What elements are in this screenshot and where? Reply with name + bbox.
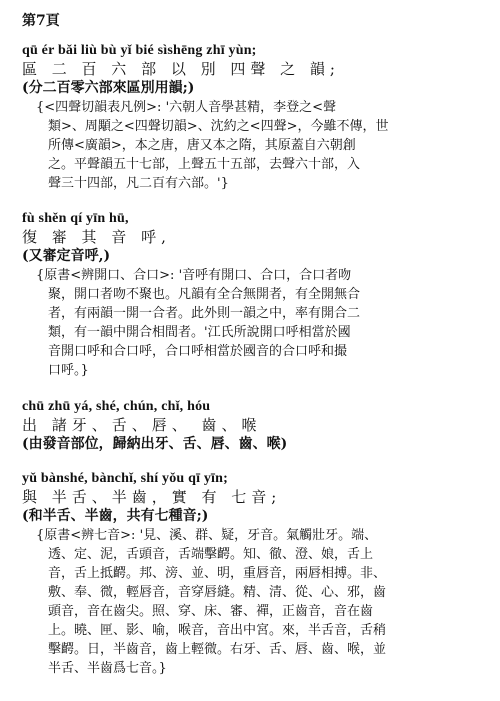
annotation-line: 所傳<廣韻>，本之唐，唐又本之隋，其原蓋自六朝創: [48, 138, 356, 153]
pinyin-line: fù shěn qí yīn hū,: [22, 211, 129, 226]
annotation-line: 音開口呼和合口呼，合口呼相當於國音的合口呼和撮: [48, 344, 348, 359]
annotation-line: 聚，開口者吻不聚也。凡韻有全合無開者，有全開無合: [48, 287, 361, 302]
section-2: [22, 210, 492, 380]
annotation-line: 敷、奉、微，輕唇音，音穿唇縫。精、清、從、心、邪，齒: [48, 585, 387, 600]
gloss-line: (分二百零六部來區別用韻;): [22, 80, 195, 96]
annotation-line: {原書<辨七音>: '見、溪、群、疑，牙音。氣觸壯牙。端、: [36, 528, 378, 543]
annotation-line: {原書<辨開口、合口>: '音呼有開口、合口，合口者吻: [36, 268, 352, 283]
pinyin-line: qū ér bǎi liù bù yǐ bié sìshēng zhī yùn;: [22, 43, 257, 58]
annotation: [36, 266, 492, 380]
annotation-line: 頭音，音在齒尖。照、穿、床、審、禪，正齒音，音在齒: [48, 604, 374, 619]
annotation-line: 半舌、半齒爲七音。}: [48, 661, 167, 676]
gloss-line: (和半舌、半齒，共有七種音;): [22, 508, 209, 524]
annotation-line: {<四聲切韻表凡例>: '六朝人音學甚精，李登之<聲: [36, 100, 337, 115]
annotation: [36, 526, 492, 678]
section-3: [22, 398, 492, 454]
section-1: [22, 42, 492, 193]
annotation-line: 音，舌上抵齶。邦、滂、並、明，重唇音，兩唇相搏。非、: [48, 566, 387, 581]
annotation-line: 之。平聲韻五十七部，上聲五十五部，去聲六十部，入: [48, 157, 361, 172]
text-line: 出 諸牙、舌、唇、 齒、喉: [22, 416, 262, 434]
gloss-line: (又審定音呼,): [22, 248, 111, 264]
annotation-line: 聲三十四部，凡二百有六部。'}: [48, 176, 229, 191]
pinyin-line: yǔ bànshé, bànchǐ, shí yǒu qī yīn;: [22, 471, 228, 486]
annotation-line: 者，有兩韻一開一合者。此外則一韻之中，率有開合二: [48, 306, 361, 321]
annotation-line: 透、定、泥，舌頭音，舌端擊齶。知、徹、澄、娘，舌上: [48, 547, 374, 562]
text-line: 復 審 其 音 呼,: [22, 228, 171, 246]
annotation-line: 類，有一韻中開合相間者。'江氏所說開口呼相當於國: [48, 325, 351, 340]
gloss-line: (由發音部位，歸納出牙、舌、唇、齒、喉): [22, 436, 288, 452]
annotation-line: 類>、周顒之<四聲切韻>、沈約之<四聲>，今雖不傳，世: [48, 119, 389, 134]
text-line: 與 半舌、半齒，實 有 七音;: [22, 488, 282, 506]
section-4: [22, 470, 492, 678]
annotation-line: 口呼。}: [48, 363, 89, 378]
pinyin-line: chū zhū yá, shé, chún, chǐ, hóu: [22, 399, 211, 414]
annotation-line: 擊齶。日，半齒音，齒上輕微。右牙、舌、唇、齒、喉，並: [48, 642, 387, 657]
text-line: 區 二 百 六 部 以 別 四聲 之 韻;: [22, 60, 340, 78]
annotation-line: 上。曉、匣、影、喻，喉音，音出中宮。來，半舌音，舌稍: [48, 623, 387, 638]
page-number: 第7頁: [22, 13, 60, 29]
annotation: [36, 98, 492, 193]
